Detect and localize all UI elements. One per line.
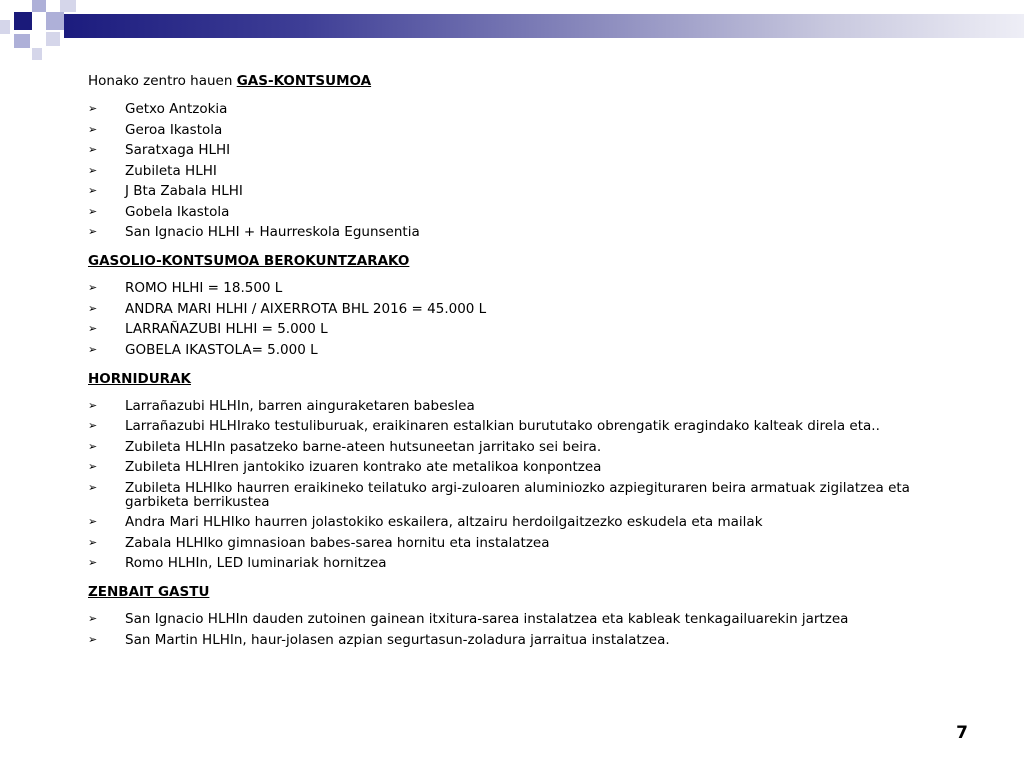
gas-title: GAS-KONTSUMOA <box>236 73 372 89</box>
header-gradient-bar <box>64 14 1024 38</box>
arrow-bullet-icon: ➢ <box>88 439 98 453</box>
list-item-text: ANDRA MARI HLHI / AIXERROTA BHL 2016 = 45.000 L <box>125 300 487 317</box>
list-item <box>88 302 968 316</box>
gas-list <box>88 102 968 239</box>
list-item <box>88 123 968 137</box>
arrow-bullet-icon: ➢ <box>88 143 98 156</box>
list-item-text: Zabala HLHIko gimnasioan babes-sarea hornitu eta instalatzea <box>125 534 550 551</box>
list-item-text: San Ignacio HLHI + Haurreskola Egunsentia <box>125 224 420 240</box>
arrow-bullet-icon: ➢ <box>88 122 98 136</box>
arrow-bullet-icon: ➢ <box>88 535 98 549</box>
list-item-text: Getxo Antzokia <box>125 101 228 117</box>
header-square-navy <box>14 12 32 30</box>
gas-intro: Honako zentro hauen <box>88 73 237 89</box>
list-item <box>88 343 968 357</box>
list-item-text: Gobela Ikastola <box>125 203 230 220</box>
page-number: 7 <box>956 723 968 743</box>
header-square-pale <box>32 48 42 60</box>
list-item <box>88 556 968 570</box>
list-item-text: ROMO HLHI = 18.500 L <box>125 280 283 296</box>
arrow-bullet-icon: ➢ <box>88 163 98 177</box>
zenbait-list <box>88 612 968 647</box>
list-item <box>88 281 968 295</box>
arrow-bullet-icon: ➢ <box>88 342 98 356</box>
arrow-bullet-icon: ➢ <box>88 322 98 335</box>
header-square-lavender <box>14 34 30 48</box>
list-item <box>88 481 968 509</box>
list-item-text: Zubileta HLHIn pasatzeko barne-ateen hutsuneetan jarritako sei beira. <box>125 438 602 455</box>
list-item-text: Larrañazubi HLHIrako testuliburuak, eraikinaren estalkian burututako obrengatik eragindako kalteak direla eta.. <box>125 418 880 434</box>
header-square-pale <box>60 0 76 12</box>
list-item-text: Zubileta HLHIren jantokiko izuaren kontrako ate metalikoa konpontzea <box>125 459 602 475</box>
arrow-bullet-icon: ➢ <box>88 556 98 569</box>
arrow-bullet-icon: ➢ <box>88 204 98 218</box>
arrow-bullet-icon: ➢ <box>88 301 98 315</box>
list-item-text: LARRAÑAZUBI HLHI = 5.000 L <box>125 321 328 337</box>
list-item-text: Larrañazubi HLHIn, barren ainguraketaren babeslea <box>125 397 475 414</box>
header-square-lavender <box>46 12 64 30</box>
list-item-text: Saratxaga HLHI <box>125 142 231 158</box>
arrow-bullet-icon: ➢ <box>88 225 98 238</box>
list-item-text: Zubileta HLHI <box>125 162 217 179</box>
header-square-pale <box>0 20 10 34</box>
list-item-text: GOBELA IKASTOLA= 5.000 L <box>125 341 318 358</box>
list-item-text: Andra Mari HLHIko haurren jolastokiko eskailera, altzairu herdoilgaitzezko eskudela eta mailak <box>125 514 763 530</box>
list-item <box>88 184 968 198</box>
arrow-bullet-icon: ➢ <box>88 480 98 494</box>
list-item <box>88 440 968 454</box>
list-item <box>88 143 968 157</box>
list-item <box>88 536 968 550</box>
list-item-text: J Bta Zabala HLHI <box>125 183 243 199</box>
arrow-bullet-icon: ➢ <box>88 460 98 473</box>
arrow-bullet-icon: ➢ <box>88 184 98 197</box>
list-item <box>88 205 968 219</box>
header-square-pale <box>46 32 60 46</box>
list-item <box>88 612 968 626</box>
list-item <box>88 322 968 336</box>
hornidurak-list <box>88 399 968 571</box>
list-item <box>88 515 968 529</box>
arrow-bullet-icon: ➢ <box>88 281 98 294</box>
gas-heading <box>88 72 968 90</box>
list-item <box>88 399 968 413</box>
list-item <box>88 419 968 433</box>
arrow-bullet-icon: ➢ <box>88 632 98 646</box>
zenbait-title: ZENBAIT GASTU <box>88 584 210 600</box>
gasolio-list <box>88 281 968 357</box>
list-item <box>88 225 968 239</box>
arrow-bullet-icon: ➢ <box>88 102 98 115</box>
list-item <box>88 164 968 178</box>
list-item <box>88 633 968 647</box>
list-item-text: San Ignacio HLHIn dauden zutoinen gainean itxitura-sarea instalatzea eta kableak tenkagailuarekin jartzea <box>125 611 849 627</box>
list-item <box>88 102 968 116</box>
arrow-bullet-icon: ➢ <box>88 515 98 528</box>
arrow-bullet-icon: ➢ <box>88 398 98 412</box>
header-square-lavender <box>32 0 46 12</box>
list-item-text: Zubileta HLHIko haurren eraikineko teilatuko argi-zuloaren aluminiozko azpiegituraren beira armatuak zigilatzea eta garbiketa berrikustea <box>125 479 910 510</box>
list-item-text: Romo HLHIn, LED luminariak hornitzea <box>125 555 387 571</box>
gasolio-title: GASOLIO-KONTSUMOA BEROKUNTZARAKO <box>88 253 410 269</box>
hornidurak-title: HORNIDURAK <box>88 370 191 387</box>
list-item-text: Geroa Ikastola <box>125 121 223 138</box>
list-item-text: San Martin HLHIn, haur-jolasen azpian segurtasun-zoladura jarraitua instalatzea. <box>125 631 670 648</box>
list-item <box>88 460 968 474</box>
slide-content <box>88 70 968 647</box>
arrow-bullet-icon: ➢ <box>88 612 98 625</box>
arrow-bullet-icon: ➢ <box>88 419 98 432</box>
